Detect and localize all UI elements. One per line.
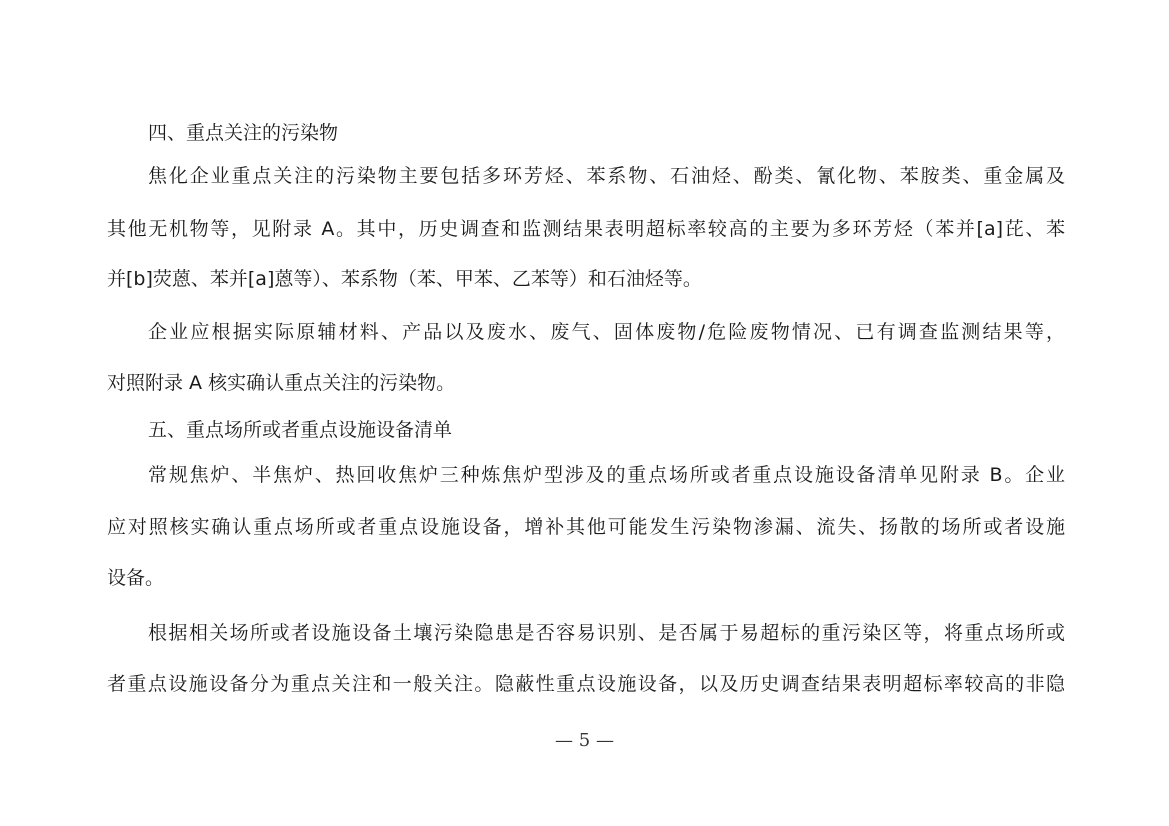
paragraph-line: 企业应根据实际原辅材料、产品以及废水、废气、固体废物/危险废物情况、已有调查监测结果等，: [148, 321, 1065, 343]
paragraph-line: 者重点设施设备分为重点关注和一般关注。隐蔽性重点设施设备，以及历史调查结果表明超标率较高的非隐: [107, 673, 1065, 695]
page-number: — 5 —: [555, 730, 614, 751]
paragraph-line: 其他无机物等，见附录 A。其中，历史调查和监测结果表明超标率较高的主要为多环芳烃（苯并[a]芘、苯: [107, 218, 1065, 240]
paragraph-line: 根据相关场所或者设施设备土壤污染隐患是否容易识别、是否属于易超标的重污染区等，将重点场所或: [148, 622, 1065, 644]
paragraph-line: 并[b]荧蒽、苯并[a]蒽等）、苯系物（苯、甲苯、乙苯等）和石油烃等。: [107, 268, 702, 290]
section-heading-pollutants: 四、重点关注的污染物: [148, 122, 339, 144]
paragraph-line: 对照附录 A 核实确认重点关注的污染物。: [107, 372, 456, 394]
paragraph-line: 常规焦炉、半焦炉、热回收焦炉三种炼焦炉型涉及的重点场所或者重点设施设备清单见附录 B。企业: [148, 464, 1065, 486]
paragraph-line: 焦化企业重点关注的污染物主要包括多环芳烃、苯系物、石油烃、酚类、氰化物、苯胺类、重金属及: [148, 165, 1065, 187]
paragraph-line: 设备。: [107, 567, 165, 589]
paragraph-line: 应对照核实确认重点场所或者重点设施设备，增补其他可能发生污染物渗漏、流失、扬散的场所或者设施: [107, 516, 1065, 538]
section-heading-key-facilities: 五、重点场所或者重点设施设备清单: [148, 419, 453, 441]
